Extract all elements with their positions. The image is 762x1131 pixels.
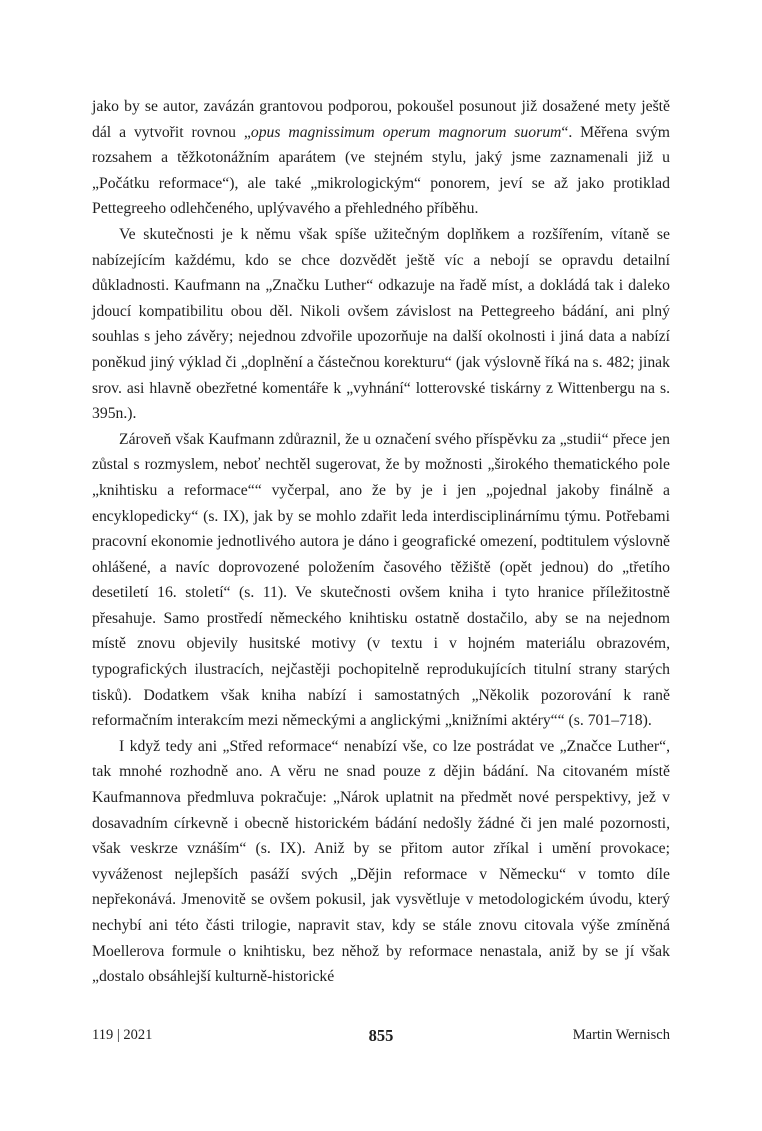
paragraph-4: I když tedy ani „Střed reformace“ nenabízí vše, co lze postrádat ve „Značce Luther“, tak mnohé rozhodně ano. A věru ne snad pouze z dějin bádání. Na citovaném místě Kaufmannova předmluva pokračuje: „Nárok uplatnit na předmět nové perspektivy, jež v dosavadním církevně i obecně historickém bádání nedošly žádné či jen malé pozornosti, však veskrze vznáším“ (s. IX). Aniž by se přitom autor zříkal i umění provokace; vyváženost nejlepších pasáží svých „Dějin reformace v Německu“ v tomto díle nepřekonává. Jmenovitě se ovšem pokusil, jak vysvětluje v metodologickém úvodu, který nechybí ani této části trilogie, napravit stav, kdy se stále znovu citovala výše zmíněná Moellerova formule o knihtisku, bez něhož by reformace nenastala, aniž by se jí však „dostalo obsáhlejší kulturně-historické	[92, 737, 670, 986]
author-name: Martin Wernisch	[572, 1027, 670, 1043]
body-text	[92, 94, 670, 990]
page-footer	[92, 1027, 670, 1051]
paragraph-2: Ve skutečnosti je k němu však spíše užitečným doplňkem a rozšířením, vítaně se nabízejícím každému, kdo se chce dozvědět ještě víc a nebojí se opravdu detailní důkladnosti. Kaufmann na „Značku Luther“ odkazuje na řadě míst, a dokládá tak i daleko jdoucí kompatibilitu obou děl. Nikoli ovšem závislost na Pettegreeho bádání, ani plný souhlas s jeho závěry; nejednou zdvořile upozorňuje na další okolnosti i jiná data a nabízí poněkud jiný výklad či „doplnění a částečnou korekturu“ (jak výslovně říká na s. 482; jinak srov. asi hlavně obezřetné komentáře k „vyhnání“ lotterovské tiskárny z Wittenbergu na s. 395n.).	[92, 225, 670, 423]
page-number: 855	[368, 1026, 394, 1045]
issue-label: 119 | 2021	[92, 1027, 153, 1043]
paragraph-1-text-start: jako by se autor, zavázán grantovou podporou, pokoušel posunout již dosažené mety ještě dál a vytvořit rovnou „	[92, 98, 670, 141]
paragraph-1	[92, 94, 670, 222]
latin-quote: opus magnissimum operum magnorum suorum	[250, 123, 562, 141]
paragraph-1-text-end: “. Měřena svým rozsahem a těžkotonážním aparátem (ve stejném stylu, jaký jsme zaznamenali již u „Počátku reformace“), ale také „mikrologickým“ ponorem, jeví se až jako protiklad Pettegreeho odlehčeného, uplývavého a přehledného příběhu.	[92, 123, 670, 218]
paragraph-3: Zároveň však Kaufmann zdůraznil, že u označení svého příspěvku za „studii“ přece jen zůstal s rozmyslem, neboť nechtěl sugerovat, že by možnosti „širokého thematického pole „knihtisku a reformace““ vyčerpal, ano že by je i jen „pojednal jakoby finálně a encyklopedicky“ (s. IX), jak by se mohlo zdařit leda interdisciplinárnímu týmu. Potřebami pracovní ekonomie jednotlivého autora je dáno i geografické omezení, podtitulem výslovně ohlášené, a navíc doprovozené položením časového těžiště (opět jednou) do „třetího desetiletí 16. století“ (s. 11). Ve skutečnosti ovšem kniha i tyto hranice příležitostně přesahuje. Samo prostředí německého knihtisku ostatně dostačilo, aby se na nejednom místě znovu objevily husitské motivy (v textu i v hojném materiálu obrazovém, typografických ilustracích, nejčastěji pochopitelně reprodukujících titulní strany starých tisků). Dodatkem však kniha nabízí i samostatných „Několik pozorování k raně reformačním interakcím mezi německými a anglickými „knižními aktéry““ (s. 701–718).	[92, 430, 670, 730]
